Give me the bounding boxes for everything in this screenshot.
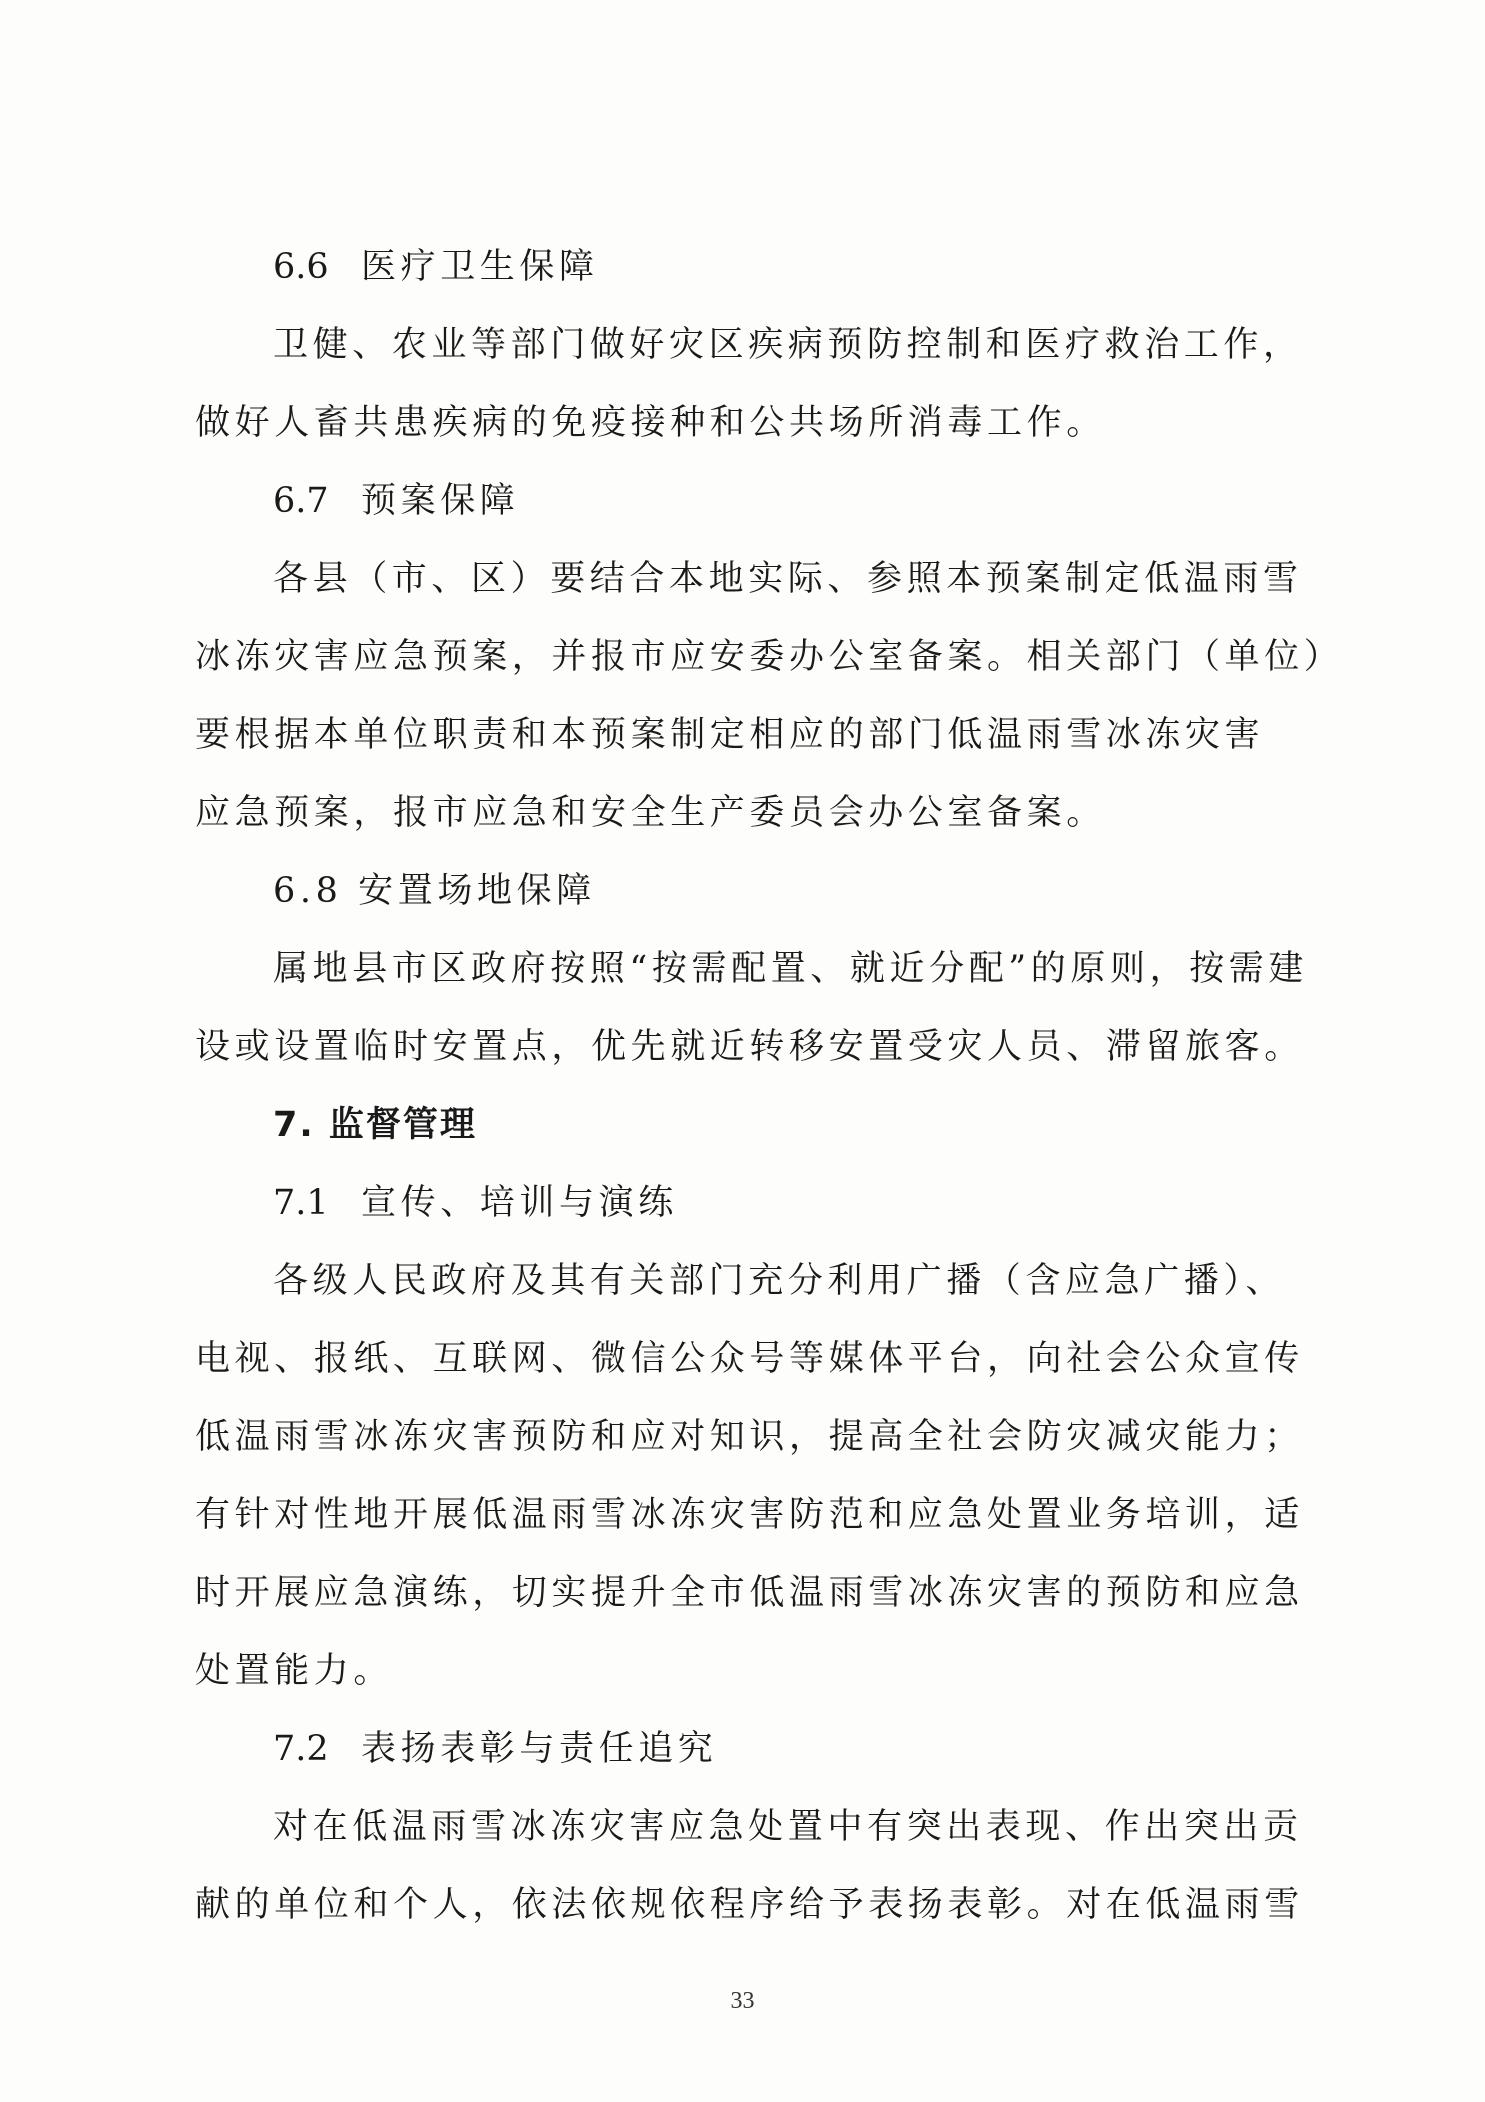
paragraph-line: 要根据本单位职责和本预案制定相应的部门低温雨雪冰冻灾害	[195, 715, 1265, 755]
section-title: 6.8 安置场地保障	[273, 871, 596, 911]
page-content	[195, 228, 1344, 1944]
section-heading-6-8	[195, 852, 1290, 930]
section-title: 医疗卫生保障	[361, 247, 599, 287]
paragraph-line: 献的单位和个人，依法依规依程序给予表扬表彰。对在低温雨雪	[195, 1885, 1304, 1925]
paragraph-line: 处置能力。	[195, 1651, 394, 1691]
paragraph-line: 对在低温雨雪冰冻灾害应急处置中有突出表现、作出突出贡	[273, 1807, 1303, 1847]
paragraph-line: 卫健、农业等部门做好灾区疾病预防控制和医疗救治工作，	[273, 325, 1303, 365]
section-title: 宣传、培训与演练	[361, 1183, 678, 1223]
section-number: 6.7	[273, 481, 329, 521]
paragraph-line: 各县（市、区）要结合本地实际、参照本预案制定低温雨雪	[273, 559, 1303, 599]
paragraph-line: 做好人畜共患疾病的免疫接种和公共场所消毒工作。	[195, 403, 1106, 443]
paragraph-line: 设或设置临时安置点，优先就近转移安置受灾人员、滞留旅客。	[195, 1027, 1304, 1067]
paragraph-line: 有针对性地开展低温雨雪冰冻灾害防范和应急处置业务培训，适	[195, 1495, 1304, 1535]
paragraph-line: 冰冻灾害应急预案，并报市应安委办公室备案。相关部门（单位）	[195, 637, 1344, 677]
paragraph-line: 电视、报纸、互联网、微信公众号等媒体平台，向社会公众宣传	[195, 1339, 1304, 1379]
chapter-number: 7.	[273, 1105, 315, 1145]
paragraph-line: 低温雨雪冰冻灾害预防和应对知识，提高全社会防灾减灾能力；	[195, 1417, 1304, 1457]
section-number: 7.2	[273, 1729, 329, 1769]
section-title: 表扬表彰与责任追究	[361, 1729, 718, 1769]
page-number: 33	[730, 1988, 755, 2014]
paragraph-line: 应急预案，报市应急和安全生产委员会办公室备案。	[195, 793, 1106, 833]
chapter-heading-7	[195, 1086, 1290, 1164]
section-heading-7-1	[195, 1164, 1290, 1242]
chapter-title: 监督管理	[328, 1105, 477, 1145]
section-number: 6.6	[273, 247, 329, 287]
section-heading-6-7	[195, 462, 1290, 540]
section-heading-6-6	[195, 228, 1290, 306]
paragraph-line: 时开展应急演练，切实提升全市低温雨雪冰冻灾害的预防和应急	[195, 1573, 1304, 1613]
section-number: 7.1	[273, 1183, 329, 1223]
paragraph-line: 各级人民政府及其有关部门充分利用广播（含应急广播）、	[273, 1261, 1286, 1301]
paragraph-line: 属地县市区政府按照“按需配置、就近分配”的原则，按需建	[273, 949, 1308, 989]
section-title: 预案保障	[361, 481, 520, 521]
section-heading-7-2	[195, 1710, 1290, 1788]
